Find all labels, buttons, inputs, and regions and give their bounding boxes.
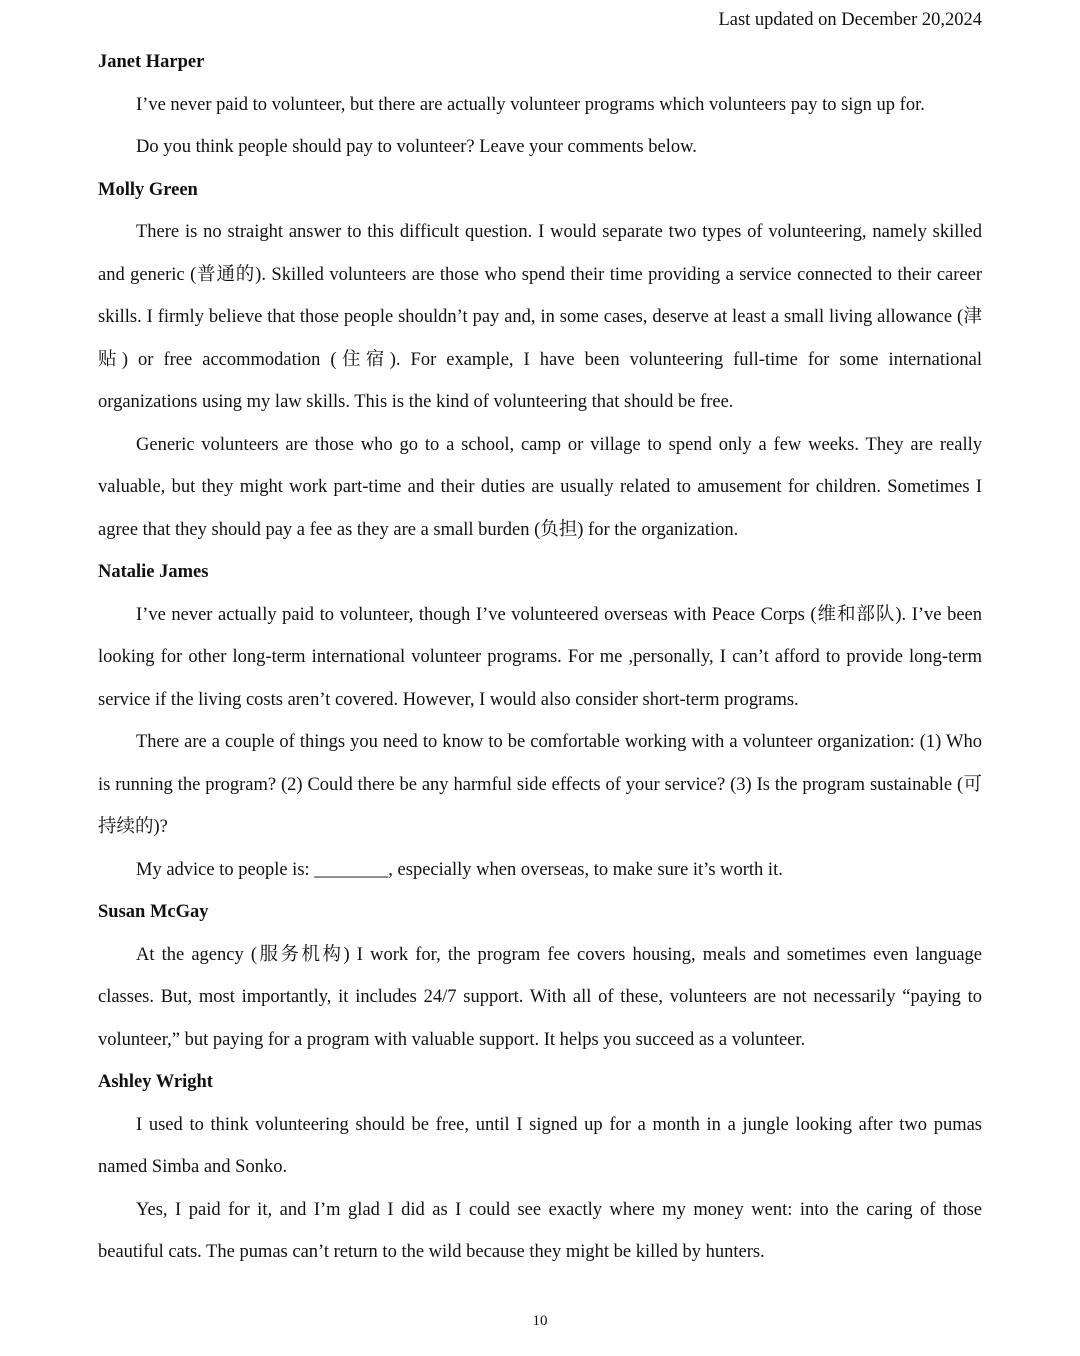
last-updated-date: Last updated on December 20,2024 (718, 10, 982, 30)
comment-molly-green (98, 169, 982, 552)
comment-natalie-james (98, 551, 982, 891)
comment-paragraph: Yes, I paid for it, and I’m glad I did as I could see exactly where my money went: into the caring of those beautiful cats. The pumas can’t return to the wild because they might be killed by hunters. (98, 1199, 982, 1262)
document-page (98, 0, 982, 1356)
comment-paragraph: Do you think people should pay to volunteer? Leave your comments below. (136, 137, 697, 157)
comment-author: Ashley Wright (98, 1072, 213, 1092)
comment-paragraph: There is no straight answer to this difficult question. I would separate two types of volunteering, namely skilled and generic (普通的). Skilled volunteers are those who spend their time providing a service connected to their career skills. I firmly believe that those people shouldn’t pay and, in some cases, deserve at least a small living allowance (津贴) or free accommodation (住宿). For example, I have been volunteering full-time for some international organizations using my law skills. This is the kind of volunteering that should be free. (98, 222, 982, 412)
comment-author: Janet Harper (98, 52, 205, 72)
comment-susan-mcgay (98, 891, 982, 1061)
page-number: 10 (532, 1313, 548, 1329)
comment-paragraph-with-blank: My advice to people is: ________, especially when overseas, to make sure it’s worth it. (136, 859, 783, 880)
comment-paragraph: Generic volunteers are those who go to a school, camp or village to spend only a few weeks. They are really valuable, but they might work part-time and their duties are usually related to amusement for children. Sometimes I agree that they should pay a fee as they are a small burden (负担) for the organization. (98, 434, 982, 540)
comment-author: Natalie James (98, 562, 209, 582)
comment-paragraph: At the agency (服务机构) I work for, the program fee covers housing, meals and sometimes even language classes. But, most importantly, it includes 24/7 support. With all of these, volunteers are not necessarily “paying to volunteer,” but paying for a program with valuable support. It helps you succeed as a volunteer. (98, 944, 982, 1050)
comment-paragraph: I used to think volunteering should be free, until I signed up for a month in a jungle looking after two pumas named Simba and Sonko. (98, 1114, 982, 1177)
comment-author: Molly Green (98, 179, 198, 200)
comment-ashley-wright (98, 1061, 982, 1274)
comments-section (98, 41, 982, 1274)
comment-paragraph: I’ve never actually paid to volunteer, though I’ve volunteered overseas with Peace Corps (维和部队). I’ve been looking for other long-term international volunteer programs. For me ,personally, I can’t afford to provide long-term service if the living costs aren’t covered. However, I would also consider short-term programs. (98, 604, 982, 710)
comment-janet-harper (98, 41, 982, 169)
comment-paragraph: There are a couple of things you need to know to be comfortable working with a volunteer organization: (1) Who is running the program? (2) Could there be any harmful side effects of your service? (3) Is the program sustainable (可持续的)? (98, 732, 982, 837)
comment-author: Susan McGay (98, 902, 209, 922)
comment-paragraph: I’ve never paid to volunteer, but there are actually volunteer programs which volunteers pay to sign up for. (136, 94, 925, 115)
